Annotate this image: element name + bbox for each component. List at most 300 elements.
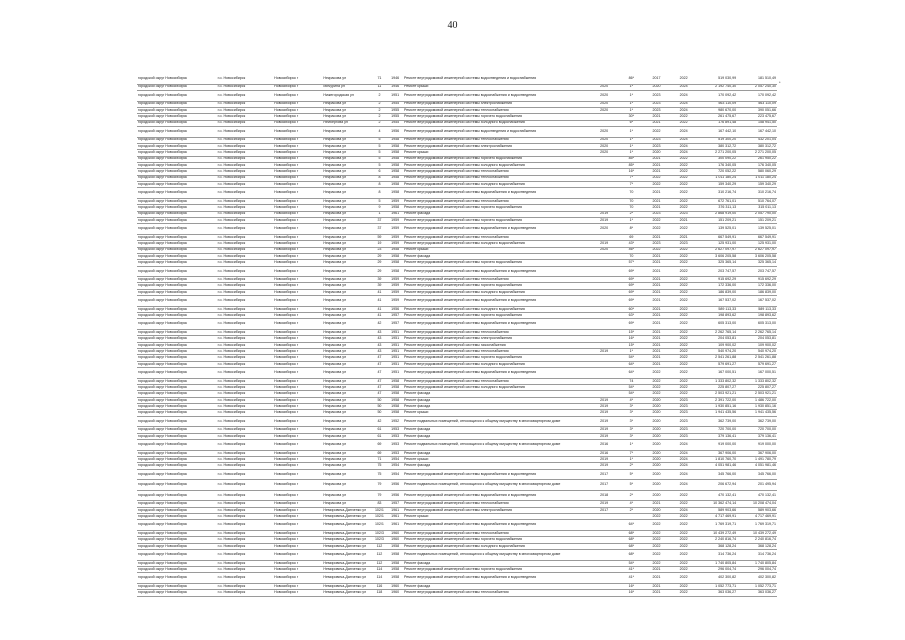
house-number-cell: 2 bbox=[372, 120, 388, 126]
total-cost-cell: 519 030,99 bbox=[697, 74, 737, 84]
locality-cell: Новосибирск г bbox=[273, 342, 322, 348]
house-number-cell: 50 bbox=[372, 397, 388, 403]
house-number-cell: 19 bbox=[372, 241, 388, 247]
district-cell: городской округ Новосибирск bbox=[137, 175, 217, 181]
district-cell: городской округ Новосибирск bbox=[137, 385, 217, 391]
priority-cell: 30* bbox=[620, 114, 643, 120]
district-cell: городской округ Новосибирск bbox=[137, 520, 217, 531]
house-number-cell: 61 bbox=[372, 427, 388, 433]
work-type-cell: Ремонт внутридомовой инженерной системы холодного водоснабжения bbox=[403, 361, 588, 367]
street-cell: Некрасова ул bbox=[322, 247, 371, 253]
municipality-cell: г.о. Новосибирск bbox=[217, 224, 274, 235]
house-number-cell: 47 bbox=[372, 368, 388, 379]
work-type-cell: Ремонт фасада bbox=[403, 463, 588, 469]
build-year-cell: 1955 bbox=[387, 101, 403, 107]
work-type-cell: Ремонт внутридомовой инженерной системы холодного водоснабжения bbox=[403, 120, 588, 126]
total-cost-cell: 225 807,27 bbox=[697, 385, 737, 391]
build-year-cell: 1958 bbox=[387, 560, 403, 566]
end-year-cell: 2022 bbox=[670, 181, 697, 187]
plan-year-cell: 2019 bbox=[588, 211, 619, 217]
start-year-cell: 2021 bbox=[643, 330, 670, 336]
end-year-cell: 2022 bbox=[670, 169, 697, 175]
house-number-cell: 1 bbox=[372, 211, 388, 217]
start-year-cell: 2021 bbox=[643, 289, 670, 295]
plan-year-cell: 2020 bbox=[588, 101, 619, 107]
district-cell: городской округ Новосибирск bbox=[137, 289, 217, 295]
house-number-cell: 112 bbox=[372, 543, 388, 549]
municipality-cell: г.о. Новосибирск bbox=[217, 507, 274, 513]
total-cost-cell: 363 036,27 bbox=[697, 590, 737, 596]
priority-cell: 6* bbox=[620, 120, 643, 126]
street-cell: Некрасова ул bbox=[322, 162, 371, 168]
build-year-cell: 1957 bbox=[387, 501, 403, 507]
funded-cost-cell: 579 691,27 bbox=[737, 361, 777, 367]
build-year-cell: 1951 bbox=[387, 355, 403, 361]
start-year-cell: 2021 bbox=[643, 501, 670, 507]
locality-cell: Новосибирск г bbox=[273, 330, 322, 336]
street-cell: Некрасова ул bbox=[322, 217, 371, 223]
street-cell: Некрасова ул bbox=[322, 313, 371, 319]
house-number-cell: 102/1 bbox=[372, 507, 388, 513]
end-year-cell: 2022 bbox=[670, 260, 697, 266]
district-cell: городской округ Новосибирск bbox=[137, 234, 217, 240]
plan-year-cell bbox=[588, 296, 619, 307]
work-type-cell: Ремонт фасада bbox=[403, 211, 588, 217]
funded-cost-cell: 580 060,29 bbox=[737, 169, 777, 175]
funded-cost-cell: 2 271 200,05 bbox=[737, 150, 777, 156]
municipality-cell: г.о. Новосибирск bbox=[217, 349, 274, 355]
priority-cell: 7* bbox=[620, 181, 643, 187]
funded-cost-cell: 167 537,02 bbox=[737, 296, 777, 307]
municipality-cell: г.о. Новосибирск bbox=[217, 143, 274, 149]
municipality-cell: г.о. Новосибирск bbox=[217, 531, 274, 537]
priority-cell: 60* bbox=[620, 306, 643, 312]
priority-cell: 3* bbox=[620, 427, 643, 433]
priority-cell: 8* bbox=[620, 224, 643, 235]
build-year-cell: 1959 bbox=[387, 289, 403, 295]
total-cost-cell: 310 216,74 bbox=[697, 188, 737, 199]
house-number-cell: 69 bbox=[372, 440, 388, 451]
total-cost-cell: 1 769 319,71 bbox=[697, 520, 737, 531]
total-cost-cell: 198 893,62 bbox=[697, 313, 737, 319]
plan-year-cell bbox=[588, 319, 619, 330]
house-number-cell: 5 bbox=[372, 162, 388, 168]
total-cost-cell: 919 000,00 bbox=[697, 440, 737, 451]
district-cell: городской округ Новосибирск bbox=[137, 583, 217, 589]
locality-cell: Новосибирск г bbox=[273, 217, 322, 223]
funded-cost-cell: 589 113,33 bbox=[737, 306, 777, 312]
start-year-cell: 2022 bbox=[643, 378, 670, 384]
funded-cost-cell: 432 201,04 bbox=[737, 137, 777, 143]
plan-year-cell: 2019 bbox=[588, 410, 619, 416]
build-year-cell: 1958 bbox=[387, 543, 403, 549]
priority-cell: 64* bbox=[620, 520, 643, 531]
street-cell: Некрасова ул bbox=[322, 378, 371, 384]
locality-cell: Новосибирск г bbox=[273, 583, 322, 589]
total-cost-cell: 579 691,27 bbox=[697, 361, 737, 367]
table-row bbox=[137, 490, 777, 501]
end-year-cell: 2023 bbox=[670, 397, 697, 403]
funded-cost-cell: 362 739,00 bbox=[737, 416, 777, 427]
district-cell: городской округ Новосибирск bbox=[137, 450, 217, 456]
district-cell: городской округ Новосибирск bbox=[137, 378, 217, 384]
work-type-cell: Ремонт внутридомовой инженерной системы теплоснабжения bbox=[403, 378, 588, 384]
table-row bbox=[137, 319, 777, 330]
district-cell: городской округ Новосибирск bbox=[137, 217, 217, 223]
end-year-cell: 2022 bbox=[670, 590, 697, 596]
total-cost-cell: 314 736,24 bbox=[697, 550, 737, 561]
plan-year-cell: 2017 bbox=[588, 507, 619, 513]
district-cell: городской округ Новосибирск bbox=[137, 590, 217, 596]
locality-cell: Новосибирск г bbox=[273, 198, 322, 204]
locality-cell: Новосибирск г bbox=[273, 114, 322, 120]
district-cell: городской округ Новосибирск bbox=[137, 120, 217, 126]
build-year-cell: 1958 bbox=[387, 137, 403, 143]
work-type-cell: Ремонт внутридомовой инженерной системы водоснабжения и водоотведения bbox=[403, 319, 588, 330]
street-cell: Некрасова ул bbox=[322, 397, 371, 403]
house-number-cell: 50 bbox=[372, 404, 388, 410]
locality-cell: Новосибирск г bbox=[273, 349, 322, 355]
priority-cell: 70 bbox=[620, 198, 643, 204]
start-year-cell: 2021 bbox=[643, 266, 670, 277]
work-type-cell: Ремонт крыши bbox=[403, 456, 588, 462]
build-year-cell: 1951 bbox=[387, 349, 403, 355]
municipality-cell: г.о. Новосибирск bbox=[217, 101, 274, 107]
locality-cell: Новосибирск г bbox=[273, 433, 322, 439]
district-cell: городской округ Новосибирск bbox=[137, 169, 217, 175]
priority-cell: 86* bbox=[620, 74, 643, 84]
build-year-cell: 1958 bbox=[387, 404, 403, 410]
end-year-cell: 2024 bbox=[670, 480, 697, 491]
district-cell: городской округ Новосибирск bbox=[137, 143, 217, 149]
municipality-cell: г.о. Новосибирск bbox=[217, 514, 274, 520]
work-type-cell: Ремонт внутридомовой инженерной системы водоотведения и водоснабжения bbox=[403, 74, 588, 84]
end-year-cell: 2021 bbox=[670, 217, 697, 223]
district-cell: городской округ Новосибирск bbox=[137, 330, 217, 336]
locality-cell: Новосибирск г bbox=[273, 537, 322, 543]
priority-cell: 16* bbox=[620, 336, 643, 342]
plan-year-cell: 2020 bbox=[588, 84, 619, 90]
work-type-cell: Ремонт фасада bbox=[403, 391, 588, 397]
build-year-cell: 1946 bbox=[387, 84, 403, 90]
funded-cost-cell: 380 312,72 bbox=[737, 143, 777, 149]
end-year-cell: 2022 bbox=[670, 531, 697, 537]
locality-cell: Новосибирск г bbox=[273, 550, 322, 561]
municipality-cell: г.о. Новосибирск bbox=[217, 253, 274, 259]
work-type-cell: Ремонт внутридомовой инженерной системы теплоснабжения bbox=[403, 277, 588, 283]
work-type-cell: Ремонт внутридомовой инженерной системы водоснабжения и водоотведения bbox=[403, 573, 588, 584]
funded-cost-cell: 470 132,41 bbox=[737, 490, 777, 501]
locality-cell: Новосибирск г bbox=[273, 224, 322, 235]
plan-year-cell: 2017 bbox=[588, 469, 619, 480]
total-cost-cell: 325 365,14 bbox=[697, 260, 737, 266]
priority-cell: 70 bbox=[620, 253, 643, 259]
funded-cost-cell: 2 627 097,97 bbox=[737, 247, 777, 253]
funded-cost-cell: 1 052 773,71 bbox=[737, 583, 777, 589]
end-year-cell: 2022 bbox=[670, 74, 697, 84]
end-year-cell: 2024 bbox=[670, 456, 697, 462]
municipality-cell: г.о. Новосибирск bbox=[217, 391, 274, 397]
end-year-cell: 2024 bbox=[670, 143, 697, 149]
total-cost-cell: 980 670,00 bbox=[697, 107, 737, 113]
plan-year-cell: 2016 bbox=[588, 450, 619, 456]
street-cell: Некрасова ул bbox=[322, 143, 371, 149]
build-year-cell: 1959 bbox=[387, 283, 403, 289]
end-year-cell: 2022 bbox=[670, 573, 697, 584]
locality-cell: Новосибирск г bbox=[273, 211, 322, 217]
start-year-cell: 2021 bbox=[643, 319, 670, 330]
build-year-cell: 1959 bbox=[387, 234, 403, 240]
funded-cost-cell: 720 700,00 bbox=[737, 427, 777, 433]
street-cell: Некрасова ул bbox=[322, 355, 371, 361]
total-cost-cell: 186 839,00 bbox=[697, 289, 737, 295]
municipality-cell: г.о. Новосибирск bbox=[217, 198, 274, 204]
district-cell: городской округ Новосибирск bbox=[137, 137, 217, 143]
start-year-cell: 2023 bbox=[643, 137, 670, 143]
build-year-cell: 1951 bbox=[387, 90, 403, 101]
house-number-cell: 112 bbox=[372, 550, 388, 561]
total-cost-cell: 109 900,02 bbox=[697, 342, 737, 348]
house-number-cell: 2 bbox=[372, 101, 388, 107]
plan-year-cell: 2020 bbox=[588, 247, 619, 253]
plan-year-cell bbox=[588, 188, 619, 199]
work-type-cell: Ремонт фасада bbox=[403, 397, 588, 403]
funded-cost-cell: 125 931,00 bbox=[737, 241, 777, 247]
work-type-cell: Ремонт фасада bbox=[403, 404, 588, 410]
municipality-cell: г.о. Новосибирск bbox=[217, 234, 274, 240]
total-cost-cell: 379 136,41 bbox=[697, 433, 737, 439]
street-cell: Некрасова ул bbox=[322, 114, 371, 120]
end-year-cell: 2024 bbox=[670, 150, 697, 156]
priority-cell: 5* bbox=[620, 480, 643, 491]
table-row bbox=[137, 74, 777, 84]
total-cost-cell: 563 110,09 bbox=[697, 101, 737, 107]
end-year-cell: 2023 bbox=[670, 416, 697, 427]
district-cell: городской округ Новосибирск bbox=[137, 107, 217, 113]
end-year-cell: 2024 bbox=[670, 101, 697, 107]
house-number-cell: 47 bbox=[372, 378, 388, 384]
municipality-cell: г.о. Новосибирск bbox=[217, 266, 274, 277]
district-cell: городской округ Новосибирск bbox=[137, 126, 217, 137]
total-cost-cell: 10 362 474,14 bbox=[697, 501, 737, 507]
end-year-cell: 2023 bbox=[670, 211, 697, 217]
street-cell: Некрасова ул bbox=[322, 463, 371, 469]
funded-cost-cell: 186 839,00 bbox=[737, 289, 777, 295]
table-row bbox=[137, 126, 777, 137]
end-year-cell: 2024 bbox=[670, 507, 697, 513]
district-cell: городской округ Новосибирск bbox=[137, 283, 217, 289]
district-cell: городской округ Новосибирск bbox=[137, 336, 217, 342]
total-cost-cell: 672 761,01 bbox=[697, 198, 737, 204]
district-cell: городской округ Новосибирск bbox=[137, 567, 217, 573]
total-cost-cell: 2 192 740,30 bbox=[697, 84, 737, 90]
plan-year-cell: 2017 bbox=[588, 480, 619, 491]
work-type-cell: Ремонт внутридомовой инженерной системы электроснабжения bbox=[403, 336, 588, 342]
house-number-cell: 47 bbox=[372, 361, 388, 367]
house-number-cell: 23 bbox=[372, 247, 388, 253]
start-year-cell: 2021 bbox=[643, 313, 670, 319]
start-year-cell: 2020 bbox=[643, 490, 670, 501]
work-type-cell: Ремонт внутридомовой инженерной системы горячего водоснабжения bbox=[403, 156, 588, 162]
municipality-cell: г.о. Новосибирск bbox=[217, 217, 274, 223]
end-year-cell: 2022 bbox=[670, 543, 697, 549]
house-number-cell: 5 bbox=[372, 156, 388, 162]
build-year-cell: 1961 bbox=[387, 211, 403, 217]
build-year-cell: 1958 bbox=[387, 253, 403, 259]
end-year-cell: 2022 bbox=[670, 283, 697, 289]
locality-cell: Новосибирск г bbox=[273, 74, 322, 84]
street-cell: Некрасова ул bbox=[322, 205, 371, 211]
work-type-cell: Ремонт внутридомовой инженерной системы теплоснабжения bbox=[403, 175, 588, 181]
street-cell: Некрасова ул bbox=[322, 416, 371, 427]
build-year-cell: 1958 bbox=[387, 143, 403, 149]
build-year-cell: 1959 bbox=[387, 217, 403, 223]
plan-year-cell bbox=[588, 590, 619, 596]
total-cost-cell: 1 930 851,16 bbox=[697, 404, 737, 410]
build-year-cell: 1958 bbox=[387, 410, 403, 416]
build-year-cell: 1958 bbox=[387, 397, 403, 403]
total-cost-cell: 125 931,00 bbox=[697, 241, 737, 247]
plan-year-cell: 2019 bbox=[588, 217, 619, 223]
start-year-cell: 2022 bbox=[643, 537, 670, 543]
priority-cell: 3* bbox=[620, 404, 643, 410]
house-number-cell: 43 bbox=[372, 342, 388, 348]
start-year-cell: 2020 bbox=[643, 433, 670, 439]
house-number-cell: 47 bbox=[372, 355, 388, 361]
house-number-cell: 41 bbox=[372, 296, 388, 307]
total-cost-cell: 4 717 469,91 bbox=[697, 514, 737, 520]
start-year-cell: 2021 bbox=[643, 355, 670, 361]
end-year-cell: 2023 bbox=[670, 433, 697, 439]
end-year-cell: 2022 bbox=[670, 247, 697, 253]
funded-cost-cell: 345 766,00 bbox=[737, 469, 777, 480]
build-year-cell: 1954 bbox=[387, 469, 403, 480]
house-number-cell: 5 bbox=[372, 137, 388, 143]
start-year-cell: 2020 bbox=[643, 427, 670, 433]
funded-cost-cell: 368 128,24 bbox=[737, 543, 777, 549]
build-year-cell: 1951 bbox=[387, 368, 403, 379]
street-cell: Некрасова ул bbox=[322, 260, 371, 266]
funded-cost-cell: 367 906,00 bbox=[737, 450, 777, 456]
build-year-cell: 1959 bbox=[387, 277, 403, 283]
total-cost-cell: 1 810 760,70 bbox=[697, 456, 737, 462]
plan-year-cell: 2019 bbox=[588, 427, 619, 433]
total-cost-cell: 176 340,05 bbox=[697, 162, 737, 168]
funded-cost-cell: 201 495,94 bbox=[737, 480, 777, 491]
work-type-cell: Ремонт внутридомовой инженерной системы холодного водоснабжения bbox=[403, 241, 588, 247]
build-year-cell: 1960 bbox=[387, 531, 403, 537]
work-type-cell: Ремонт внутридомовой инженерной системы холодного водоснабжения bbox=[403, 181, 588, 187]
total-cost-cell: 2 262 765,14 bbox=[697, 330, 737, 336]
work-type-cell: Ремонт внутридомовой инженерной системы теплоснабжения bbox=[403, 349, 588, 355]
district-cell: городской округ Новосибирск bbox=[137, 573, 217, 584]
funded-cost-cell: 563 110,09 bbox=[737, 101, 777, 107]
start-year-cell: 2022 bbox=[643, 391, 670, 397]
priority-cell: 64* bbox=[620, 368, 643, 379]
table-row bbox=[137, 440, 777, 451]
locality-cell: Новосибирск г bbox=[273, 175, 322, 181]
locality-cell: Новосибирск г bbox=[273, 507, 322, 513]
end-year-cell: 2022 bbox=[670, 330, 697, 336]
street-cell: Немировича-Данченко ул bbox=[322, 520, 371, 531]
district-cell: городской округ Новосибирск bbox=[137, 501, 217, 507]
house-number-cell: 29 bbox=[372, 260, 388, 266]
house-number-cell: 37 bbox=[372, 217, 388, 223]
street-cell: Нижегородская ул bbox=[322, 90, 371, 101]
end-year-cell: 2024 bbox=[670, 126, 697, 137]
start-year-cell: 2021 bbox=[643, 573, 670, 584]
house-number-cell: 50 bbox=[372, 410, 388, 416]
municipality-cell: г.о. Новосибирск bbox=[217, 306, 274, 312]
work-type-cell: Ремонт внутридомовой инженерной системы теплоснабжения bbox=[403, 137, 588, 143]
build-year-cell: 1958 bbox=[387, 567, 403, 573]
work-type-cell: Ремонт внутридомовой инженерной системы теплоснабжения bbox=[403, 590, 588, 596]
work-type-cell: Ремонт внутридомовой инженерной системы горячего водоснабжения bbox=[403, 537, 588, 543]
funded-cost-cell: 915 692,29 bbox=[737, 277, 777, 283]
district-cell: городской округ Новосибирск bbox=[137, 296, 217, 307]
start-year-cell: 2021 bbox=[643, 188, 670, 199]
district-cell: городской округ Новосибирск bbox=[137, 355, 217, 361]
start-year-cell: 2023 bbox=[643, 241, 670, 247]
municipality-cell: г.о. Новосибирск bbox=[217, 289, 274, 295]
district-cell: городской округ Новосибирск bbox=[137, 114, 217, 120]
locality-cell: Новосибирск г bbox=[273, 296, 322, 307]
municipality-cell: г.о. Новосибирск bbox=[217, 550, 274, 561]
plan-year-cell: 2020 bbox=[588, 107, 619, 113]
total-cost-cell: 1 740 805,84 bbox=[697, 560, 737, 566]
total-cost-cell: 203 747,57 bbox=[697, 266, 737, 277]
street-cell: Некрасова ул bbox=[322, 361, 371, 367]
house-number-cell: 114 bbox=[372, 567, 388, 573]
work-type-cell: Ремонт внутридомовой инженерной системы теплоснабжения bbox=[403, 330, 588, 336]
street-cell: Некрасова ул bbox=[322, 450, 371, 456]
total-cost-cell: 367 906,00 bbox=[697, 450, 737, 456]
street-cell: Некрасова ул bbox=[322, 410, 371, 416]
municipality-cell: г.о. Новосибирск bbox=[217, 150, 274, 156]
street-cell: Некрасова ул bbox=[322, 319, 371, 330]
total-cost-cell: 589 903,66 bbox=[697, 507, 737, 513]
district-cell: городской округ Новосибирск bbox=[137, 74, 217, 84]
work-type-cell: Ремонт крыши bbox=[403, 410, 588, 416]
municipality-cell: г.о. Новосибирск bbox=[217, 368, 274, 379]
build-year-cell: 1959 bbox=[387, 241, 403, 247]
build-year-cell: 1958 bbox=[387, 150, 403, 156]
funded-cost-cell: 402 300,82 bbox=[737, 573, 777, 584]
start-year-cell: 2020 bbox=[643, 404, 670, 410]
municipality-cell: г.о. Новосибирск bbox=[217, 537, 274, 543]
end-year-cell: 2022 bbox=[670, 198, 697, 204]
start-year-cell: 2023 bbox=[643, 143, 670, 149]
plan-year-cell: 2020 bbox=[588, 137, 619, 143]
municipality-cell: г.о. Новосибирск bbox=[217, 520, 274, 531]
street-cell: Некрасова ул bbox=[322, 469, 371, 480]
start-year-cell: 2023 bbox=[643, 107, 670, 113]
work-type-cell: Ремонт внутридомовой инженерной системы теплоснабжения bbox=[403, 234, 588, 240]
district-cell: городской округ Новосибирск bbox=[137, 361, 217, 367]
street-cell: Некрасова ул bbox=[322, 456, 371, 462]
district-cell: городской округ Новосибирск bbox=[137, 205, 217, 211]
locality-cell: Новосибирск г bbox=[273, 573, 322, 584]
house-number-cell: 102/1 bbox=[372, 520, 388, 531]
house-number-cell: 41 bbox=[372, 313, 388, 319]
start-year-cell: 2021 bbox=[643, 234, 670, 240]
locality-cell: Новосибирск г bbox=[273, 247, 322, 253]
end-year-cell: 2024 bbox=[670, 440, 697, 451]
build-year-cell: 1958 bbox=[387, 266, 403, 277]
municipality-cell: г.о. Новосибирск bbox=[217, 107, 274, 113]
page-number: 40 bbox=[447, 20, 458, 31]
start-year-cell: 2020 bbox=[643, 150, 670, 156]
